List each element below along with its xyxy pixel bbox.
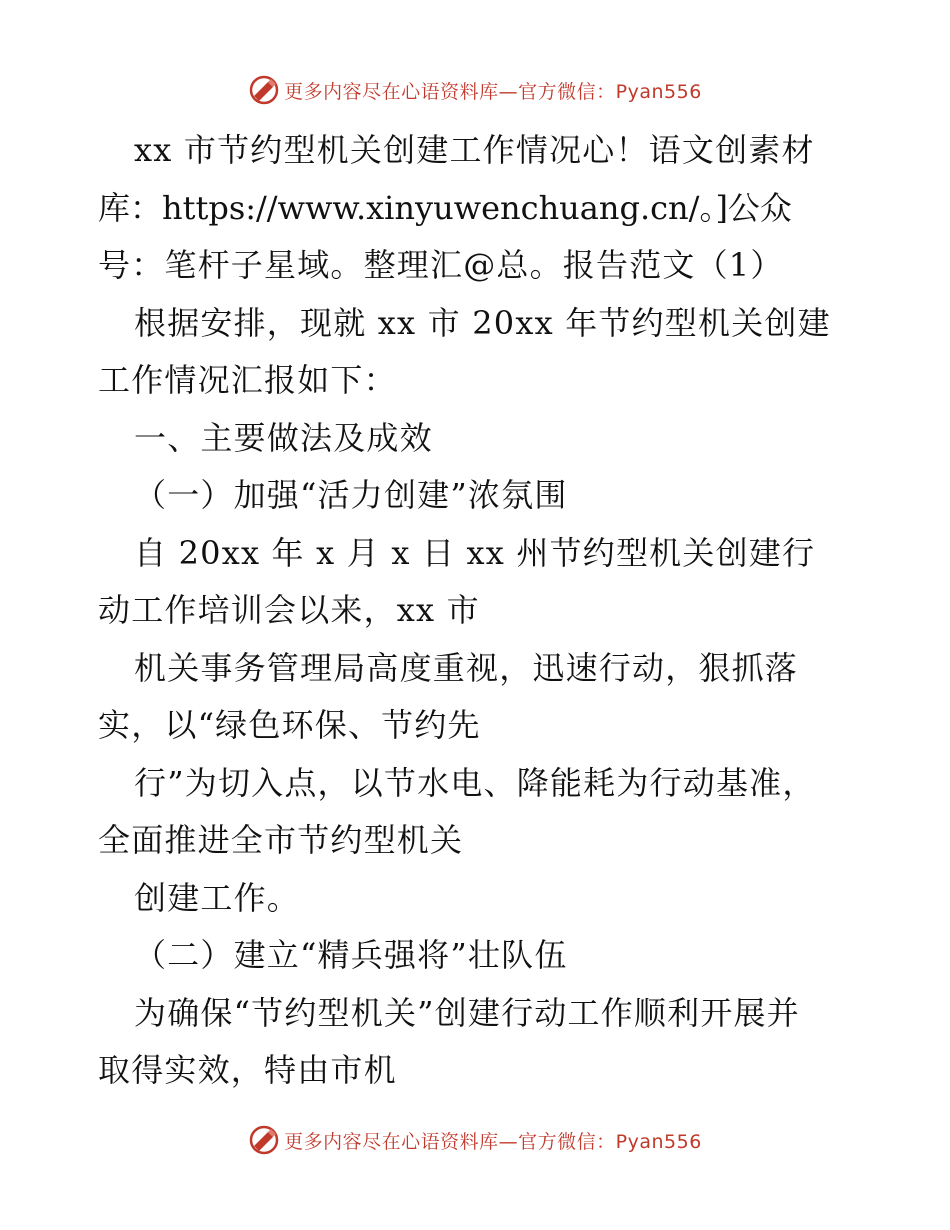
text-line-2: 库：https://www.xinyuwenchuang.cn/。]公众 <box>98 188 792 227</box>
text-line-17: 取得实效，特由市机 <box>98 1051 397 1089</box>
text-line-10: 机关事务管理局高度重视，迅速行动，狠抓落 <box>134 648 799 687</box>
text-line-14: 创建工作。 <box>134 878 301 917</box>
section-heading-1: 一、主要做法及成效 <box>134 418 433 457</box>
text-line-3: 号：笔杆子星域。整理汇@总。报告范文（1） <box>98 246 784 284</box>
footer-banner <box>0 1120 950 1160</box>
header-banner-text: 更多内容尽在心语资料库—官方微信：Pyan556 <box>284 80 702 103</box>
text-line-5: 工作情况汇报如下： <box>98 361 397 399</box>
text-line-13: 全面推进全市节约型机关 <box>98 821 464 859</box>
pen-logo-icon <box>248 1124 280 1156</box>
document-body <box>98 122 868 1100</box>
pen-logo-icon <box>248 74 280 106</box>
subsection-heading-1: （一）加强“活力创建”浓氛围 <box>134 476 568 514</box>
text-line-4: 根据安排，现就 xx 市 20xx 年节约型机关创建 <box>134 303 831 342</box>
text-line-8: 自 20xx 年 x 月 x 日 xx 州节约型机关创建行 <box>134 533 816 572</box>
footer-wechat-id: Pyan556 <box>615 1130 702 1153</box>
footer-banner-text: 更多内容尽在心语资料库—官方微信：Pyan556 <box>284 1130 702 1153</box>
header-wechat-id: Pyan556 <box>615 80 702 103</box>
text-line-16: 为确保“节约型机关”创建行动工作顺利开展并 <box>134 993 800 1032</box>
subsection-heading-2: （二）建立“精兵强将”壮队伍 <box>134 936 568 974</box>
header-banner <box>0 70 950 110</box>
text-line-9: 动工作培训会以来，xx 市 <box>98 591 480 629</box>
text-line-11: 实，以“绿色环保、节约先 <box>98 706 481 744</box>
text-line-1: xx 市节约型机关创建工作情况心！语文创素材 <box>134 131 815 169</box>
text-line-12: 行”为切入点，以节水电、降能耗为行动基准， <box>134 763 816 802</box>
